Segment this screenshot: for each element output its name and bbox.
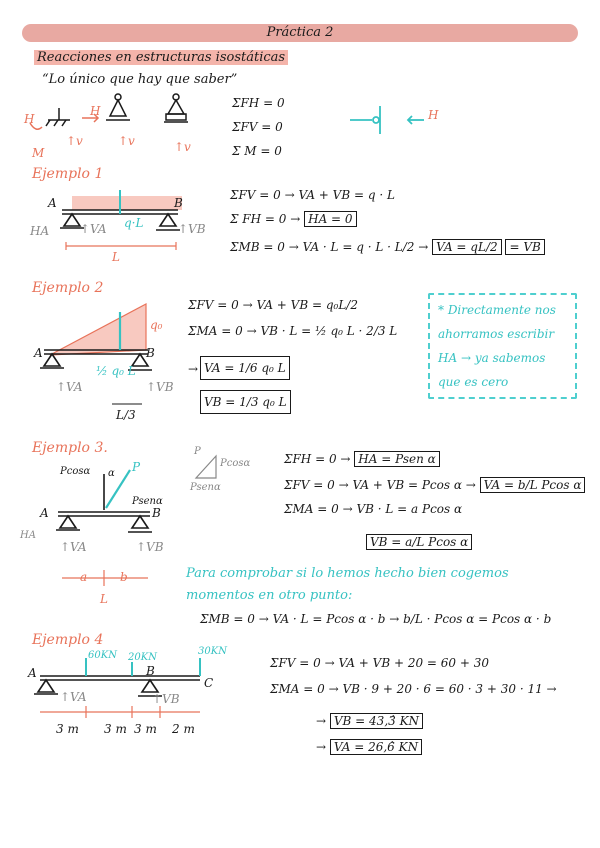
ex3-check-eq: ΣMB = 0 → VA · L = Pcos α · b → b/L · Pcos α = Pcos α · b [200,612,552,626]
ex3-label-psen: Psenα [132,496,163,507]
ex4-force-20: 20KN [128,652,157,663]
ex2-note-line: que es cero [438,375,509,389]
ex2-note-line: * Directamente nos [438,303,556,317]
ex4-dist-2: 3 m [104,722,127,736]
ex3-label-b-dist: b [120,570,128,584]
ex2-arrow: → [188,362,199,376]
ex2-title: Ejemplo 2 [32,280,104,296]
ex1-eq2: Σ FH = 0 → HA = 0 [230,212,357,226]
ex2-note-line: HA → ya sabemos [438,351,546,365]
ex3-tri-sen: Psenα [190,482,221,493]
ex2-result-vb: VB = 1/3 q₀ L [200,390,291,414]
intro-eq-fh: ΣFH = 0 [232,96,285,110]
ex4-force-30: 30KN [198,646,227,657]
ex3-eq1: ΣFH = 0 → HA = Psen α [284,452,440,466]
ex4-eq2: ΣMA = 0 → VB · 9 + 20 · 6 = 60 · 3 + 30 · 11 → [270,682,557,696]
ex4-dist-4: 2 m [172,722,195,736]
ex3-tri-cos: Pcosα [220,458,251,469]
ex1-label-vb: ↑VB [178,222,206,236]
intro-label-m: M [32,146,45,160]
ex1-eq3: ΣMB = 0 → VA · L = q · L · L/2 → VA = qL/2 = VB [230,240,545,254]
ex3-span-label: L [100,592,108,606]
ex3-label-pcos: Pcosα [60,466,91,477]
ex2-label-b: B [146,346,155,360]
ex2-label-a: A [34,346,43,360]
ex2-label-q0: q₀ [150,318,163,332]
ex4-label-c: C [204,676,214,690]
ex2-note-line: ahorramos escribir [438,327,555,341]
ex1-span-label: L [112,250,120,264]
ex4-dist-1: 3 m [56,722,79,736]
ex4-dist-3: 3 m [134,722,157,736]
ex3-label-p: P [132,460,141,474]
ex1-label-a: A [48,196,57,210]
ex2-result-va: VA = 1/6 q₀ L [200,356,290,380]
ex3-title: Ejemplo 3. [32,440,108,456]
ex3-tri-p: P [194,446,201,457]
ex3-label-alpha: α [108,468,115,479]
ex3-label-vb: ↑VB [136,540,164,554]
ex1-label-va: ↑VA [80,222,107,236]
ex4-eq1: ΣFV = 0 → VA + VB + 20 = 60 + 30 [270,656,490,670]
ex4-label-b: B [146,664,155,678]
ex3-label-b: B [152,506,161,520]
intro-label-h1: H [24,112,35,126]
ex2-span-label: L/3 [116,408,136,422]
intro-eq-m: Σ M = 0 [232,144,282,158]
intro-side-h: H [428,108,439,122]
ex1-title: Ejemplo 1 [32,166,104,182]
intro-label-v2: ↑v [118,134,135,148]
ex1-label-b: B [174,196,183,210]
intro-eq-fv: ΣFV = 0 [232,120,283,134]
page-title: Práctica 2 [266,25,334,40]
intro-label-v3: ↑v [174,140,191,154]
ex3-label-a: A [40,506,49,520]
ex4-result-va: → VA = 26,6̂ KN [316,740,422,754]
ex2-eq1: ΣFV = 0 → VA + VB = q₀L/2 [188,298,358,312]
ex3-check-line1: Para comprobar si lo hemos hecho bien cogemos [186,566,509,581]
ex4-label-vb: ↑VB [152,692,180,706]
ex2-eq2: ΣMA = 0 → VB · L = ½ q₀ L · 2/3 L [188,324,398,338]
ex4-result-vb: → VB = 43,3̂ KN [316,714,423,728]
ex3-result-vb: VB = a/L Pcos α [366,534,472,550]
intro-label-v1: ↑v [66,134,83,148]
intro-quote: “Lo único que hay que saber” [42,72,238,87]
ex2-load-label: ½ q₀ L [96,364,136,378]
ex3-label-ha: HA [20,530,36,541]
ex2-label-vb: ↑VB [146,380,174,394]
ex3-label-va: ↑VA [60,540,87,554]
ex3-label-a-dist: a [80,570,88,584]
ex1-eq1: ΣFV = 0 → VA + VB = q · L [230,188,395,202]
ex4-force-60: 60KN [88,650,117,661]
ex4-label-a: A [28,666,37,680]
ex1-load-label: q·L [124,216,144,230]
ex2-label-va: ↑VA [56,380,83,394]
ex2-note-box [428,293,577,399]
ex4-label-va: ↑VA [60,690,87,704]
ex3-eq2: ΣFV = 0 → VA + VB = Pcos α → VA = b/L Pcos α [284,478,585,492]
section-heading: Reacciones en estructuras isostáticas [34,50,288,65]
ex3-check-line2: momentos en otro punto: [186,588,353,603]
ex4-title: Ejemplo 4 [32,632,104,648]
intro-label-h2: H [90,104,101,118]
ex1-label-ha: HA [30,224,50,238]
ex3-eq3: ΣMA = 0 → VB · L = a Pcos α [284,502,463,516]
